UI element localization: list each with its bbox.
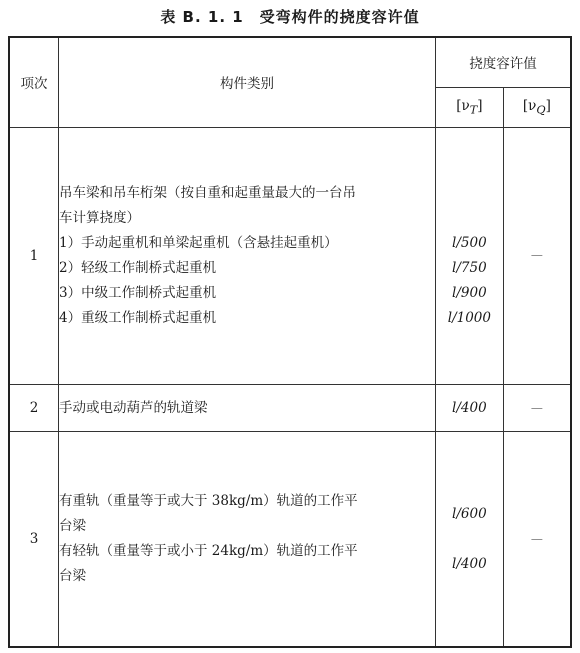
table-row — [9, 384, 571, 432]
row-index: 2 — [9, 384, 59, 432]
header-vt: $[\nu_T]$ — [436, 87, 504, 127]
header-allowable-deflection: 挠度容许值 — [436, 37, 572, 87]
row-vq-value: — — [503, 432, 571, 647]
row-index: 1 — [9, 127, 59, 384]
deflection-table — [8, 36, 572, 648]
row-vq-value: — — [503, 127, 571, 384]
header-item-no: 项次 — [9, 37, 59, 127]
table-row — [9, 432, 571, 647]
row-vq-value: — — [503, 384, 571, 432]
row-vt-values: l/500 l/750 l/900 l/1000 — [436, 127, 504, 384]
row-description: 手动或电动葫芦的轨道梁 — [59, 384, 436, 432]
row-description: 有重轨（重量等于或大于 38kg/m）轨道的工作平 台梁 有轻轨（重量等于或小于 24kg/m）轨道的工作平 台梁 — [59, 432, 436, 647]
table-title: 表 B. 1. 1 受弯构件的挠度容许值 — [160, 8, 420, 26]
header-vq: $[\nu_Q]$ — [503, 87, 571, 127]
row-vt-values: l/400 — [436, 384, 504, 432]
row-vt-values: l/600 l/400 — [436, 432, 504, 647]
row-description: 吊车梁和吊车桁架（按自重和起重量最大的一台吊 车计算挠度） 1）手动起重机和单梁起重机（含悬挂起重机） 2）轻级工作制桥式起重机 3）中级工作制桥式起重机 4）重级工作制桥式起重机 — [59, 127, 436, 384]
table-row — [9, 127, 571, 384]
header-member-type: 构件类别 — [59, 37, 436, 127]
row-index: 3 — [9, 432, 59, 647]
